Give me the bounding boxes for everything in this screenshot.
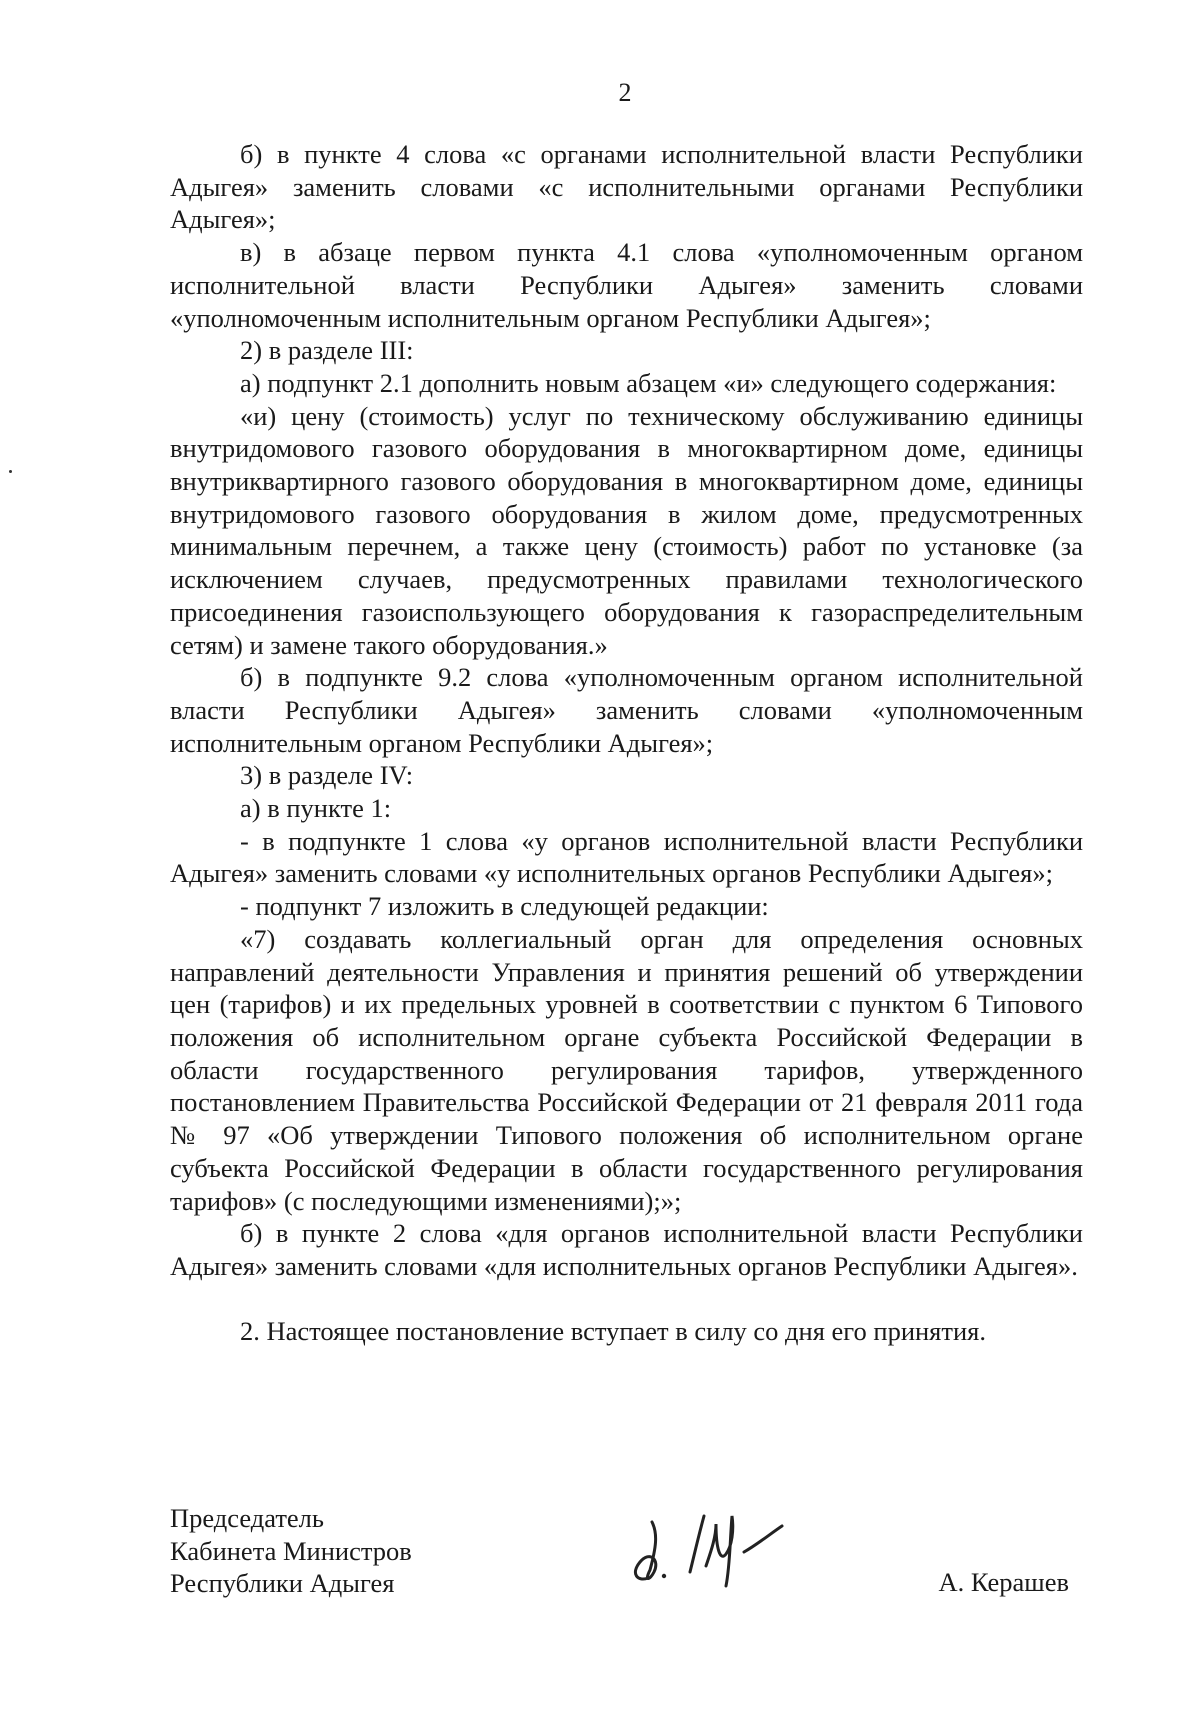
paragraph-point-2: б) в пункте 2 слова «для органов исполнительной власти Республики Адыгея» заменить словами «для исполнительных органов Республики Адыгея». [170,1218,1083,1281]
paragraph-amend-point-4-1: в) в абзаце первом пункта 4.1 слова «уполномоченным органом исполнительной власти Республики Адыгея» заменить словами «уполномоченным исполнительным органом Республики Адыгея»; [170,237,1083,333]
paragraph-subpoint-7-intro: - подпункт 7 изложить в следующей редакции: [240,891,769,922]
paragraph-subpoint-9-2: б) в подпункте 9.2 слова «уполномоченным органом исполнительной власти Республики Адыгея» заменить словами «уполномоченным исполнительным органом Республики Адыгея»; [170,662,1083,758]
paragraph-amend-point-4: б) в пункте 4 слова «с органами исполнительной власти Республики Адыгея» заменить словами «с исполнительными органами Республики Адыгея»; [170,139,1083,235]
paragraph-effective-date: 2. Настоящее постановление вступает в силу со дня его принятия. [240,1315,986,1346]
paragraph-section-iv: 3) в разделе IV: [240,760,414,791]
signer-title [170,1502,412,1600]
signer-title-line: Республики Адыгея [170,1568,395,1598]
paragraph-subpoint-7-text: «7) создавать коллегиальный орган для определения основных направлений деятельности Управления и принятия решений об утверждении цен (тарифов) и их предельных уровней в соответствии с пунктом 6 Типового положения об исполнительном органе субъекта Российской Федерации в области государственного регулирования тарифов, утвержденного постановлением Правительства Российской Федерации от 21 февраля 2011 года № 97 «Об утверждении Типового положения об исполнительном органе субъекта Российской Федерации в области государственного регулирования тарифов» (с последующими изменениями);»; [170,923,1083,1216]
signer-name: А. Керашев [938,1567,1069,1597]
page-number: 2 [618,78,632,107]
paragraph-subpoint-1: - в подпункте 1 слова «у органов исполнительной власти Республики Адыгея» заменить словами «у исполнительных органов Республики Адыгея»; [170,825,1083,889]
scan-mark [9,470,12,473]
signature-block [170,1502,1083,1612]
paragraph-subpoint-2-1: а) подпункт 2.1 дополнить новым абзацем «и» следующего содержания: [240,367,1057,398]
paragraph-spacer [170,1283,1083,1315]
signer-title-line: Председатель [170,1503,324,1533]
handwritten-signature [620,1504,790,1592]
signer-title-line: Кабинета Министров [170,1535,412,1566]
paragraph-section-iii: 2) в разделе III: [240,335,414,366]
document-body [170,138,1083,1347]
paragraph-point-1: а) в пункте 1: [240,793,392,824]
paragraph-new-clause-i: «и) цену (стоимость) услуг по техническому обслуживанию единицы внутридомового газового оборудования в многоквартирном доме, единицы внутриквартирного газового оборудования в многоквартирном доме, единицы внутридомового газового оборудования в жилом доме, предусмотренных минимальным перечнем, а также цену (стоимость) работ по установке (за исключением случаев, предусмотренных правилами технологического присоединения газоиспользующего оборудования к газораспределительным сетям) и замене такого оборудования.» [170,400,1083,660]
